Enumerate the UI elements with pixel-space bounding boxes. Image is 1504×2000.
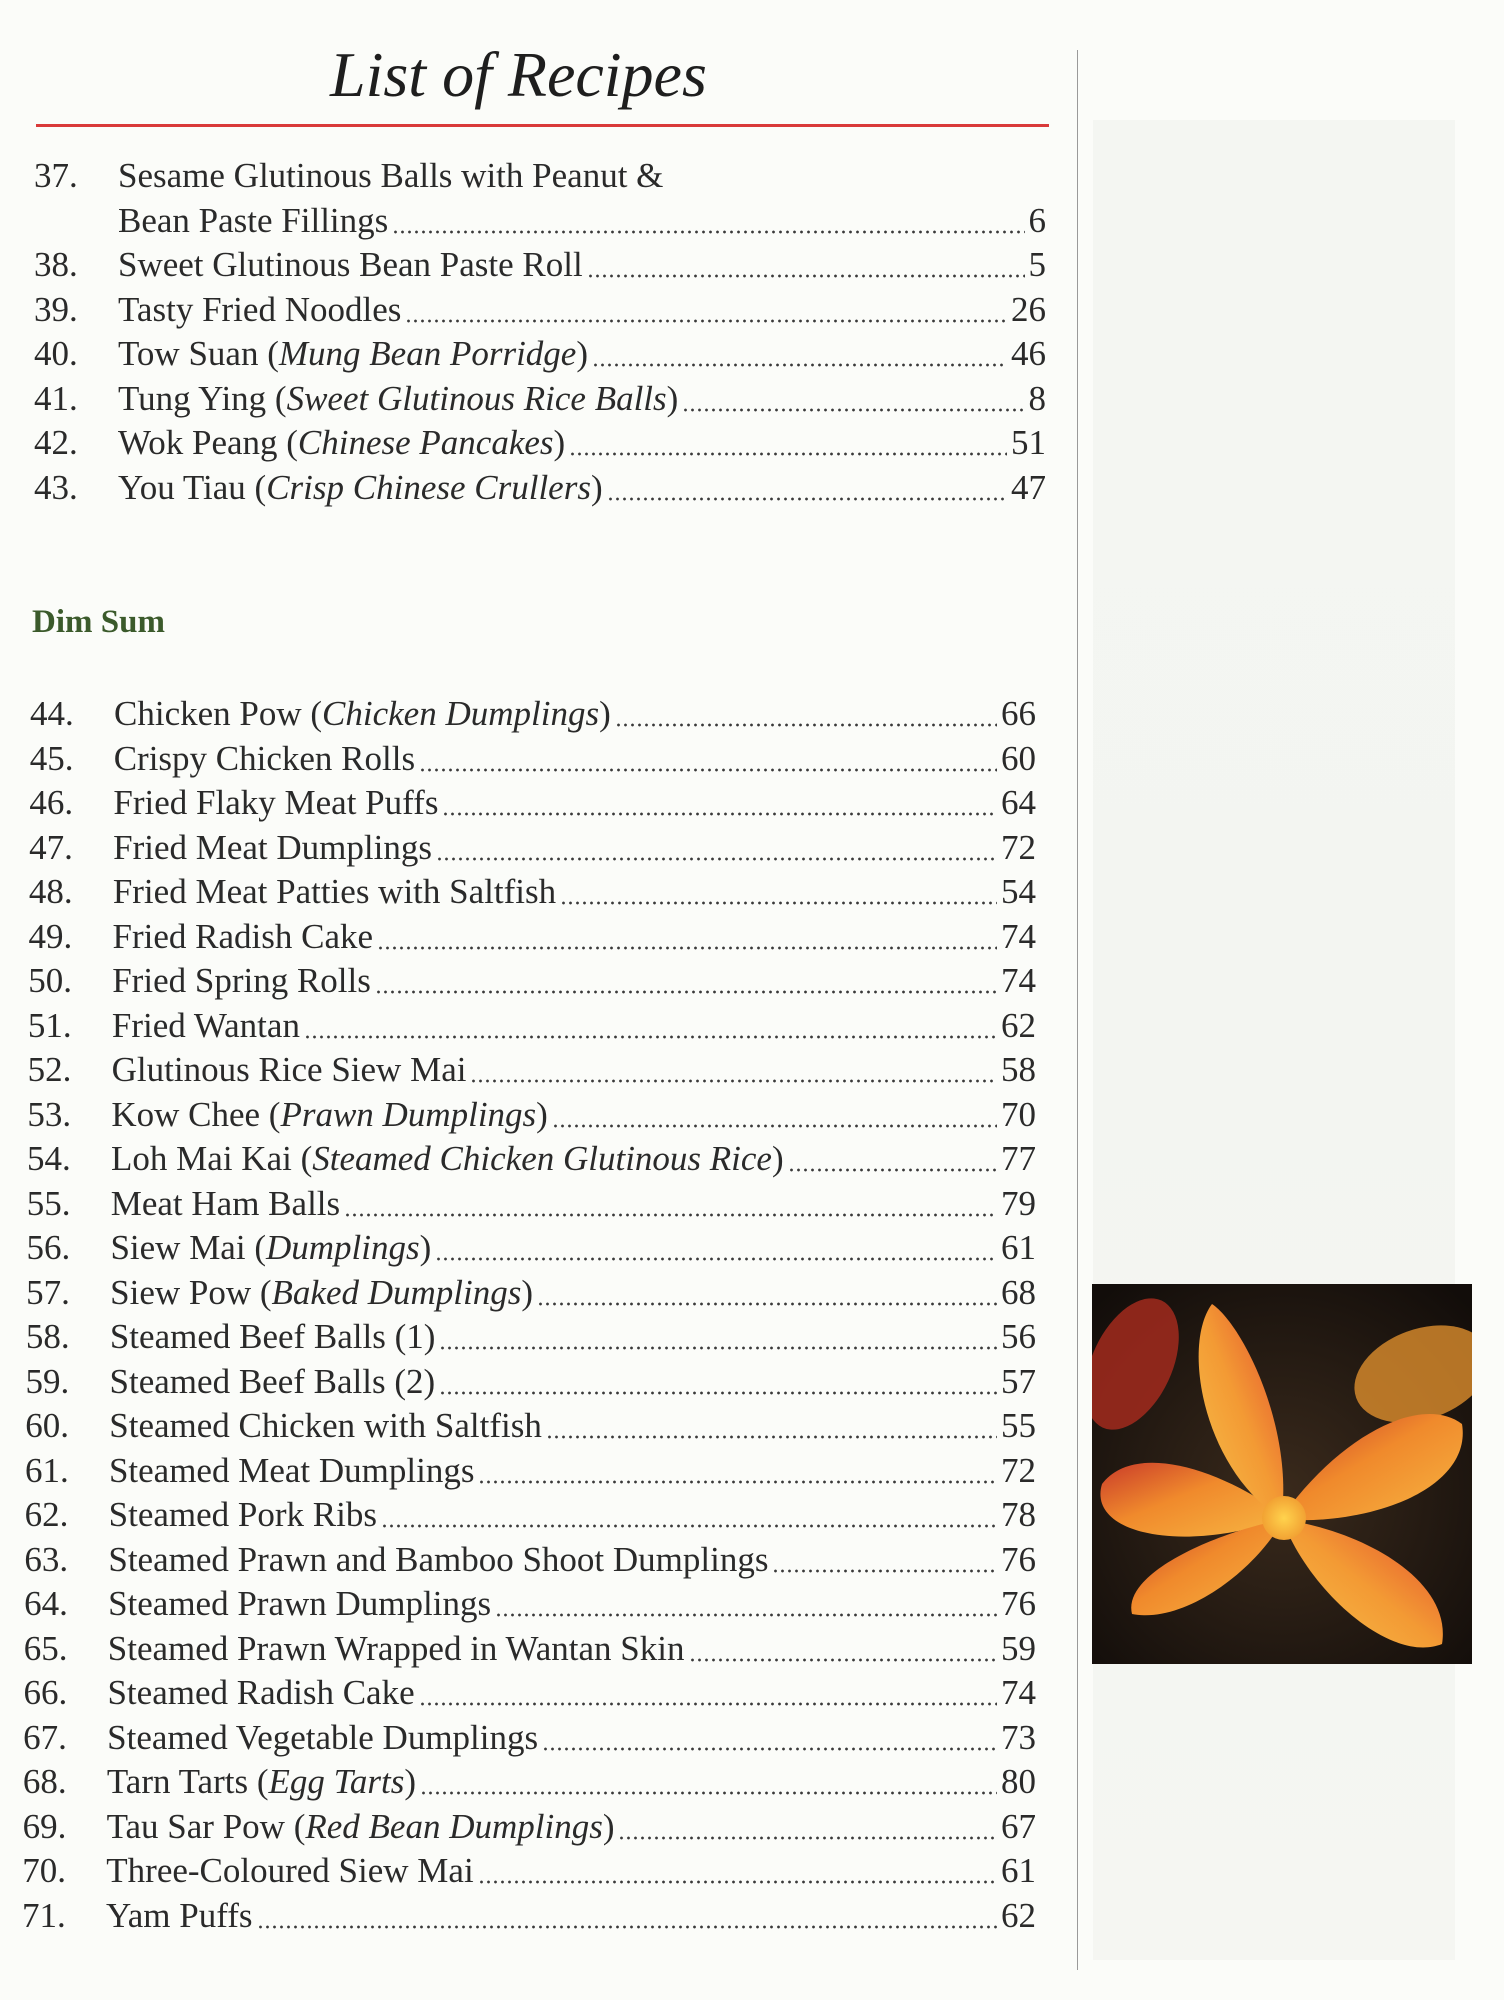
recipe-name bbox=[106, 1896, 253, 1936]
recipe-name-text: Glutinous Rice Siew Mai bbox=[111, 1050, 467, 1089]
recipe-translation: Crisp Chinese Crullers bbox=[266, 467, 591, 507]
page-number: 8 bbox=[1028, 378, 1046, 418]
page-number: 46 bbox=[1011, 334, 1046, 373]
recipe-name bbox=[110, 1228, 431, 1268]
page-number: 57 bbox=[1000, 1361, 1036, 1401]
recipe-row bbox=[34, 423, 1046, 467]
recipe-number: 70. bbox=[22, 1851, 67, 1890]
recipe-number: 42. bbox=[34, 423, 78, 462]
dot-leader bbox=[542, 1746, 997, 1752]
recipe-name-text: Steamed Pork Ribs bbox=[108, 1495, 377, 1534]
recipe-number: 65. bbox=[23, 1628, 68, 1668]
page-number: 79 bbox=[1000, 1183, 1036, 1223]
recipe-row bbox=[24, 1629, 1036, 1673]
recipe-name-text: Siew Mai ( bbox=[110, 1228, 266, 1267]
closing-parenthesis: ) bbox=[771, 1139, 784, 1178]
page-number: 51 bbox=[1011, 423, 1046, 462]
dot-leader bbox=[419, 1701, 997, 1707]
page-number: 72 bbox=[1000, 1450, 1036, 1490]
dot-leader bbox=[560, 900, 997, 906]
dot-leader bbox=[587, 273, 1025, 279]
recipe-row bbox=[22, 1851, 1036, 1895]
recipe-name-text: Tau Sar Pow ( bbox=[106, 1806, 306, 1846]
recipe-row bbox=[23, 1762, 1036, 1806]
recipe-number: 45. bbox=[29, 738, 74, 778]
page-number: 54 bbox=[1000, 872, 1036, 911]
recipe-name bbox=[107, 1673, 414, 1713]
recipe-name-text: Steamed Meat Dumplings bbox=[108, 1450, 475, 1490]
page-number: 62 bbox=[1000, 1005, 1036, 1045]
recipe-name-text: Fried Radish Cake bbox=[112, 916, 374, 956]
recipe-translation: Chinese Pancakes bbox=[297, 423, 554, 462]
recipe-name bbox=[106, 1851, 473, 1891]
recipe-number: 46. bbox=[29, 783, 74, 822]
page-number: 76 bbox=[1000, 1539, 1036, 1579]
recipe-row bbox=[28, 1050, 1036, 1094]
recipe-name bbox=[108, 1540, 768, 1580]
recipe-name bbox=[111, 1095, 548, 1135]
recipe-name-text: Crispy Chicken Rolls bbox=[113, 738, 416, 778]
recipe-row bbox=[27, 1095, 1036, 1139]
page-number: 66 bbox=[1001, 694, 1036, 733]
recipe-row bbox=[22, 1896, 1036, 1940]
recipe-name bbox=[108, 1584, 491, 1624]
recipe-name bbox=[109, 1406, 542, 1446]
dot-leader bbox=[615, 722, 997, 728]
recipe-translation: Sweet Glutinous Rice Balls bbox=[286, 378, 667, 418]
recipe-row bbox=[24, 1584, 1036, 1628]
recipe-name bbox=[118, 468, 603, 508]
dot-leader bbox=[419, 767, 997, 773]
recipe-name bbox=[112, 1050, 467, 1090]
recipe-row bbox=[34, 156, 1046, 200]
dot-leader bbox=[788, 1167, 997, 1173]
recipe-row bbox=[29, 917, 1036, 961]
dot-leader bbox=[478, 1479, 997, 1485]
recipe-name bbox=[118, 245, 583, 285]
recipe-row bbox=[34, 201, 1046, 245]
recipe-number: 55. bbox=[26, 1183, 71, 1223]
dot-leader bbox=[304, 1034, 997, 1040]
recipe-number: 63. bbox=[24, 1539, 69, 1579]
sidebar-background bbox=[1093, 120, 1455, 1960]
recipe-name-text: Siew Pow ( bbox=[110, 1272, 272, 1312]
page-number: 58 bbox=[1000, 1050, 1036, 1089]
recipe-name bbox=[110, 1273, 533, 1313]
recipe-name bbox=[114, 739, 415, 779]
recipe-name-text: Chicken Pow ( bbox=[114, 694, 323, 733]
dot-leader bbox=[375, 989, 997, 995]
page-number: 70 bbox=[1000, 1094, 1036, 1134]
dot-leader bbox=[470, 1078, 997, 1084]
recipe-row bbox=[34, 245, 1046, 289]
recipe-name bbox=[113, 828, 432, 868]
recipe-row bbox=[26, 1362, 1036, 1406]
dot-leader bbox=[546, 1434, 997, 1440]
recipe-number: 38. bbox=[34, 245, 78, 284]
recipe-row bbox=[24, 1540, 1036, 1584]
recipe-number: 64. bbox=[24, 1584, 68, 1623]
recipe-number: 40. bbox=[34, 334, 78, 373]
page-number: 76 bbox=[1000, 1584, 1036, 1623]
recipe-number: 51. bbox=[27, 1005, 72, 1045]
dot-leader bbox=[435, 1256, 997, 1262]
recipe-name-text: Kow Chee ( bbox=[111, 1094, 281, 1134]
recipe-number: 47. bbox=[29, 827, 73, 867]
recipe-name-text: Yam Puffs bbox=[106, 1895, 253, 1935]
recipe-number: 58. bbox=[25, 1317, 70, 1356]
recipe-translation: Mung Bean Porridge bbox=[278, 334, 577, 373]
recipe-row bbox=[29, 828, 1036, 872]
recipe-name-text: Tow Suan ( bbox=[118, 334, 279, 373]
recipe-name-text: Steamed Vegetable Dumplings bbox=[107, 1717, 539, 1757]
frangipani-flower-image bbox=[1092, 1284, 1472, 1664]
recipe-number: 66. bbox=[23, 1673, 68, 1712]
dot-leader bbox=[537, 1301, 997, 1307]
page-number: 26 bbox=[1011, 289, 1046, 329]
recipe-name bbox=[107, 1718, 538, 1758]
recipe-row bbox=[25, 1495, 1036, 1539]
recipe-number: 59. bbox=[25, 1361, 70, 1401]
page-number: 61 bbox=[1000, 1851, 1036, 1890]
closing-parenthesis: ) bbox=[404, 1762, 417, 1801]
page-number: 74 bbox=[1000, 961, 1036, 1000]
recipe-row bbox=[25, 1451, 1036, 1495]
recipe-row bbox=[27, 1139, 1036, 1183]
recipe-name-text: Steamed Prawn Dumplings bbox=[108, 1584, 492, 1623]
recipe-row bbox=[34, 334, 1046, 378]
dot-leader bbox=[381, 1523, 997, 1529]
recipe-name bbox=[109, 1451, 475, 1491]
page-number: 67 bbox=[1000, 1806, 1036, 1846]
recipe-number: 67. bbox=[23, 1717, 67, 1757]
recipe-row bbox=[23, 1673, 1036, 1717]
recipe-name-text: Sweet Glutinous Bean Paste Roll bbox=[118, 245, 583, 284]
dot-leader bbox=[377, 945, 997, 951]
recipe-name-text: Steamed Radish Cake bbox=[107, 1673, 415, 1712]
dot-leader bbox=[436, 856, 997, 862]
closing-parenthesis: ) bbox=[666, 378, 679, 418]
recipe-row bbox=[30, 694, 1036, 738]
recipe-translation: Baked Dumplings bbox=[271, 1272, 522, 1312]
recipe-translation: Dumplings bbox=[265, 1228, 420, 1267]
dot-leader bbox=[439, 1390, 997, 1396]
recipe-name-text: Fried Meat Dumplings bbox=[113, 827, 432, 867]
recipe-name bbox=[118, 334, 588, 374]
recipe-row bbox=[28, 1006, 1036, 1050]
recipe-row bbox=[34, 468, 1046, 512]
page-number: 72 bbox=[1000, 827, 1036, 867]
section-heading-dim-sum: Dim Sum bbox=[32, 604, 165, 640]
closing-parenthesis: ) bbox=[599, 694, 611, 733]
recipe-row bbox=[25, 1406, 1036, 1450]
closing-parenthesis: ) bbox=[521, 1272, 534, 1312]
recipe-name bbox=[113, 917, 374, 957]
closing-parenthesis: ) bbox=[419, 1228, 432, 1267]
recipe-name-text: Steamed Chicken with Saltfish bbox=[109, 1406, 542, 1445]
recipe-number: 57. bbox=[26, 1272, 70, 1312]
page-number: 74 bbox=[1000, 916, 1036, 956]
recipe-name bbox=[112, 961, 371, 1001]
page-number: 80 bbox=[1000, 1762, 1036, 1801]
recipe-number: 37. bbox=[34, 156, 78, 195]
recipe-number: 41. bbox=[34, 378, 78, 418]
recipe-number: 69. bbox=[22, 1806, 67, 1846]
recipe-name-text: Tasty Fried Noodles bbox=[118, 289, 402, 329]
page-number: 74 bbox=[1000, 1673, 1036, 1712]
recipe-name bbox=[113, 872, 556, 912]
recipe-name-text: Sesame Glutinous Balls with Peanut & bbox=[118, 156, 664, 195]
recipe-name bbox=[112, 1006, 300, 1046]
dot-leader bbox=[478, 1879, 997, 1885]
recipe-number: 49. bbox=[28, 916, 73, 956]
recipe-name-text: You Tiau ( bbox=[118, 467, 267, 507]
recipe-row bbox=[30, 739, 1036, 783]
page-number: 77 bbox=[1000, 1139, 1036, 1178]
recipe-name bbox=[109, 1495, 377, 1535]
recipe-name-text: Steamed Beef Balls (2) bbox=[109, 1361, 436, 1401]
page-number: 78 bbox=[1000, 1495, 1036, 1534]
page-title: List of Recipes bbox=[330, 39, 707, 110]
dot-leader bbox=[405, 318, 1007, 324]
dot-leader bbox=[607, 496, 1007, 502]
dot-leader bbox=[569, 451, 1007, 457]
closing-parenthesis: ) bbox=[590, 467, 603, 507]
recipe-name bbox=[113, 783, 438, 823]
title-underline bbox=[36, 124, 1049, 127]
recipe-name-text: Fried Spring Rolls bbox=[112, 961, 371, 1000]
recipe-number: 60. bbox=[25, 1406, 69, 1445]
recipe-name-text: Meat Ham Balls bbox=[110, 1183, 341, 1223]
closing-parenthesis: ) bbox=[553, 423, 566, 462]
recipe-number: 71. bbox=[22, 1895, 66, 1935]
recipe-name bbox=[111, 1139, 784, 1179]
recipe-row bbox=[29, 872, 1036, 916]
recipe-row bbox=[27, 1184, 1036, 1228]
recipe-translation: Steamed Chicken Glutinous Rice bbox=[312, 1139, 772, 1178]
column-divider bbox=[1077, 50, 1078, 1970]
recipe-number: 54. bbox=[27, 1139, 71, 1178]
recipe-number: 43. bbox=[34, 467, 78, 507]
recipe-name bbox=[118, 156, 663, 196]
recipe-number: 53. bbox=[27, 1094, 72, 1134]
recipe-number: 62. bbox=[24, 1495, 69, 1534]
recipe-row bbox=[28, 961, 1036, 1005]
dot-leader bbox=[257, 1924, 997, 1930]
page-number: 56 bbox=[1000, 1317, 1036, 1356]
recipe-number: 68. bbox=[22, 1762, 67, 1801]
recipe-number: 56. bbox=[26, 1228, 71, 1267]
dot-leader bbox=[682, 407, 1024, 413]
recipe-name bbox=[118, 290, 401, 330]
recipe-name bbox=[107, 1762, 416, 1802]
recipe-name bbox=[110, 1317, 436, 1357]
page-number: 64 bbox=[1000, 783, 1036, 822]
recipe-row bbox=[34, 290, 1046, 334]
dot-leader bbox=[552, 1123, 997, 1129]
recipe-name-text: Three-Coloured Siew Mai bbox=[106, 1851, 474, 1890]
dot-leader bbox=[420, 1790, 997, 1796]
recipe-name-text: Tarn Tarts ( bbox=[106, 1762, 269, 1801]
recipe-translation: Chicken Dumplings bbox=[322, 694, 600, 733]
recipe-name bbox=[108, 1629, 685, 1669]
page-number: 47 bbox=[1011, 467, 1046, 507]
recipe-number: 39. bbox=[34, 289, 78, 329]
page-number: 59 bbox=[1000, 1628, 1036, 1668]
page-number: 73 bbox=[1000, 1717, 1036, 1757]
recipe-row bbox=[23, 1807, 1036, 1851]
page-number: 62 bbox=[1001, 1895, 1036, 1935]
page-number: 61 bbox=[1000, 1228, 1036, 1267]
recipe-name bbox=[111, 1184, 340, 1224]
dot-leader bbox=[344, 1212, 997, 1218]
closing-parenthesis: ) bbox=[576, 334, 588, 373]
page-number: 5 bbox=[1028, 245, 1046, 284]
recipe-name-text: Wok Peang ( bbox=[118, 423, 298, 462]
recipe-row bbox=[23, 1718, 1036, 1762]
recipe-name bbox=[107, 1807, 615, 1847]
recipe-row bbox=[26, 1228, 1036, 1272]
recipe-name-text: Steamed Prawn and Bamboo Shoot Dumplings bbox=[108, 1539, 769, 1579]
dot-leader bbox=[772, 1568, 997, 1574]
page-number: 55 bbox=[1000, 1406, 1036, 1445]
recipe-number: 50. bbox=[28, 961, 72, 1000]
dot-leader bbox=[392, 229, 1024, 235]
recipe-row bbox=[26, 1273, 1036, 1317]
dot-leader bbox=[592, 362, 1007, 368]
frangipani-flower-photo bbox=[1092, 1284, 1472, 1664]
recipe-row bbox=[29, 783, 1036, 827]
closing-parenthesis: ) bbox=[602, 1806, 615, 1846]
recipe-translation: Egg Tarts bbox=[268, 1762, 405, 1801]
recipe-name-text: Tung Ying ( bbox=[118, 378, 287, 418]
recipe-name-text: Fried Meat Patties with Saltfish bbox=[112, 872, 557, 911]
recipe-name bbox=[118, 201, 388, 241]
recipe-name bbox=[114, 694, 611, 734]
recipe-number: 48. bbox=[28, 872, 73, 911]
dot-leader bbox=[439, 1345, 997, 1351]
recipe-number: 52. bbox=[27, 1050, 72, 1089]
recipe-row bbox=[34, 379, 1046, 423]
recipe-name-text: Fried Wantan bbox=[111, 1005, 300, 1045]
recipe-name-text: Steamed Prawn Wrapped in Wantan Skin bbox=[107, 1628, 685, 1668]
page-number: 68 bbox=[1000, 1272, 1036, 1312]
recipe-translation: Prawn Dumplings bbox=[280, 1094, 537, 1134]
recipe-name-text: Steamed Beef Balls (1) bbox=[109, 1317, 436, 1356]
dot-leader bbox=[495, 1612, 997, 1618]
recipe-number: 61. bbox=[24, 1450, 69, 1490]
dot-leader bbox=[618, 1835, 997, 1841]
recipe-name bbox=[118, 379, 678, 419]
page-number: 6 bbox=[1028, 200, 1046, 240]
recipe-row bbox=[26, 1317, 1036, 1361]
recipe-name bbox=[110, 1362, 436, 1402]
recipe-name bbox=[118, 423, 565, 463]
recipe-name-text: Loh Mai Kai ( bbox=[111, 1139, 313, 1178]
closing-parenthesis: ) bbox=[536, 1094, 548, 1134]
dot-leader bbox=[442, 811, 997, 817]
page-number: 60 bbox=[1000, 738, 1036, 778]
dot-leader bbox=[689, 1657, 997, 1663]
recipe-name-text: Fried Flaky Meat Puffs bbox=[113, 783, 439, 822]
recipe-translation: Red Bean Dumplings bbox=[305, 1806, 603, 1846]
recipe-name-text: Bean Paste Fillings bbox=[118, 200, 389, 240]
recipe-number: 44. bbox=[30, 694, 74, 733]
